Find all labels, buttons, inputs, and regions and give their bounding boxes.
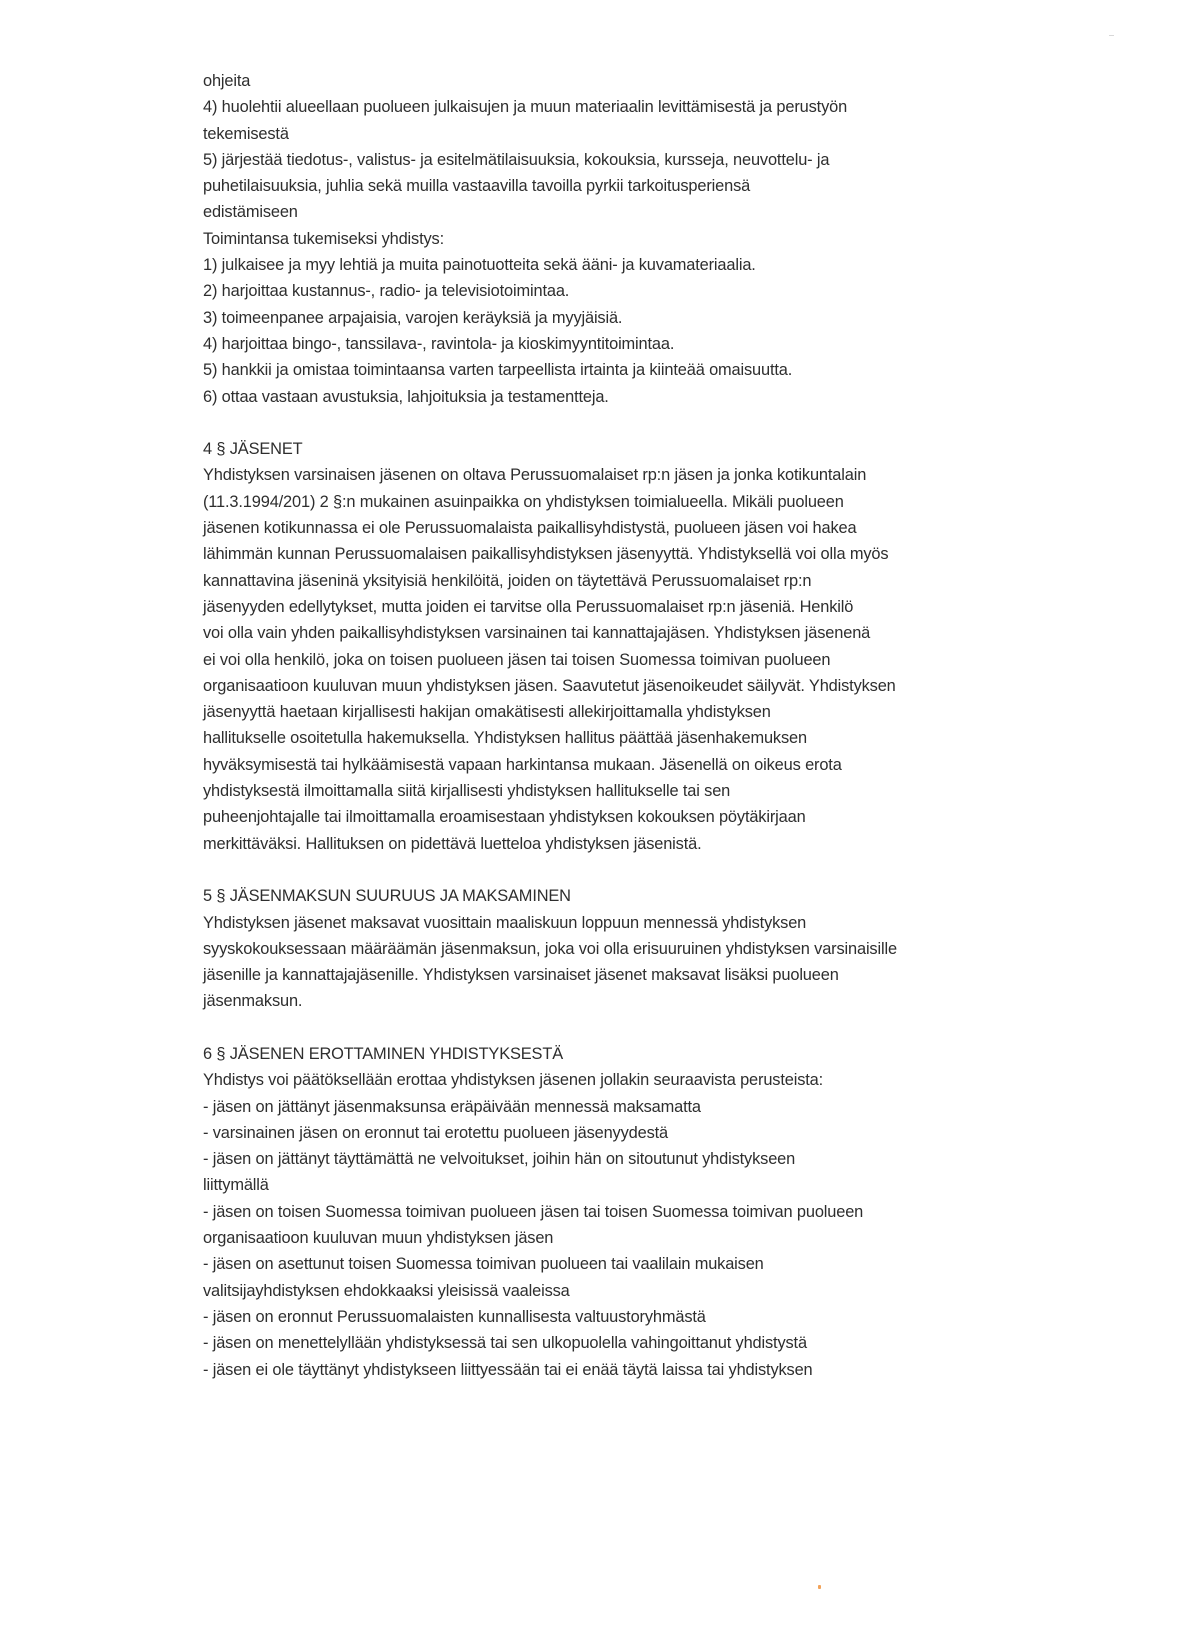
section-title: 5 § JÄSENMAKSUN SUURUUS JA MAKSAMINEN (203, 887, 571, 906)
section-title: 4 § JÄSENET (203, 440, 303, 459)
document-page (203, 68, 1003, 1383)
text-line: - jäsen on jättänyt jäsenmaksunsa eräpäivään mennessä maksamatta (203, 1097, 701, 1116)
text-line: edistämiseen (203, 203, 298, 222)
text-line: lähimmän kunnan Perussuomalaisen paikallisyhdistyksen jäsenyyttä. Yhdistyksellä voi olla myös (203, 545, 889, 564)
text-line: jäsenmaksun. (203, 992, 303, 1011)
text-line: Yhdistyksen varsinaisen jäsenen on oltava Perussuomalaiset rp:n jäsen ja jonka kotikuntalain (203, 466, 867, 485)
text-line: 3) toimeenpanee arpajaisia, varojen keräyksiä ja myyjäisiä. (203, 308, 623, 327)
text-line: yhdistyksestä ilmoittamalla siitä kirjallisesti yhdistyksen hallitukselle tai sen (203, 782, 731, 801)
section-erottaminen (203, 1041, 1003, 1383)
text-line: ei voi olla henkilö, joka on toisen puolueen jäsen tai toisen Suomessa toimivan puolueen (203, 650, 831, 669)
section-gap (203, 1015, 1003, 1041)
text-line: - jäsen ei ole täyttänyt yhdistykseen liittyessään tai ei enää täytä laissa tai yhdistyksen (203, 1360, 813, 1379)
text-line: ohjeita (203, 72, 251, 90)
text-line: - jäsen on toisen Suomessa toimivan puolueen jäsen tai toisen Suomessa toimivan puolueen (203, 1202, 864, 1221)
text-line: Yhdistyksen jäsenet maksavat vuosittain maaliskuun loppuun mennessä yhdistyksen (203, 913, 807, 932)
text-line: - jäsen on menettelyllään yhdistyksessä tai sen ulkopuolella vahingoittanut yhdistystä (203, 1334, 807, 1353)
text-line: - jäsen on eronnut Perussuomalaisten kunnallisesta valtuustoryhmästä (203, 1307, 706, 1326)
text-line: 6) ottaa vastaan avustuksia, lahjoituksia ja testamentteja. (203, 387, 609, 406)
section-jasenmaksu (203, 883, 1003, 1014)
text-line: Yhdistys voi päätöksellään erottaa yhdistyksen jäsenen jollakin seuraavista perusteista: (203, 1071, 824, 1090)
scan-artifact-dot (818, 1585, 821, 1589)
section-jasenet (203, 436, 1003, 857)
section-gap (203, 410, 1003, 436)
text-line: jäsenen kotikunnassa ei ole Perussuomalaista paikallisyhdistystä, puolueen jäsen voi hakea (203, 519, 857, 538)
intro-block (203, 68, 1003, 410)
section-gap (203, 857, 1003, 883)
text-line: organisaatioon kuuluvan muun yhdistyksen jäsen. Saavutetut jäsenoikeudet säilyvät. Yhdistyksen (203, 676, 896, 695)
text-line: jäsenyyttä haetaan kirjallisesti hakijan omakätisesti allekirjoittamalla yhdistyksen (203, 703, 771, 722)
text-line: 5) hankkii ja omistaa toimintaansa varten tarpeellista irtainta ja kiinteää omaisuutta. (203, 361, 793, 380)
text-line: liittymällä (203, 1176, 269, 1195)
text-line: 1) julkaisee ja myy lehtiä ja muita painotuotteita sekä ääni- ja kuvamateriaalia. (203, 256, 756, 275)
text-line: valitsijayhdistyksen ehdokkaaksi yleisissä vaaleissa (203, 1281, 570, 1300)
text-line: - varsinainen jäsen on eronnut tai erotettu puolueen jäsenyydestä (203, 1123, 668, 1142)
text-line: merkittäväksi. Hallituksen on pidettävä luetteloa yhdistyksen jäsenistä. (203, 834, 702, 853)
text-line: 5) järjestää tiedotus-, valistus- ja esitelmätilaisuuksia, kokouksia, kursseja, neuvottelu- ja (203, 150, 830, 169)
text-line: syyskokouksessaan määräämän jäsenmaksun, joka voi olla erisuuruinen yhdistyksen varsinaisille (203, 939, 897, 958)
scan-artifact-mark (1109, 35, 1114, 36)
text-line: 4) huolehtii alueellaan puolueen julkaisujen ja muun materiaalin levittämisestä ja perustyön (203, 98, 848, 117)
text-line: - jäsen on jättänyt täyttämättä ne velvoitukset, joihin hän on sitoutunut yhdistykseen (203, 1150, 796, 1169)
text-line: organisaatioon kuuluvan muun yhdistyksen jäsen (203, 1229, 554, 1248)
text-line: jäsenille ja kannattajajäsenille. Yhdistyksen varsinaiset jäsenet maksavat lisäksi puolueen (203, 966, 839, 985)
text-line: - jäsen on asettunut toisen Suomessa toimivan puolueen tai vaalilain mukaisen (203, 1255, 764, 1274)
text-line: jäsenyyden edellytykset, mutta joiden ei tarvitse olla Perussuomalaiset rp:n jäseniä. Henkilö (203, 597, 854, 616)
text-line: voi olla vain yhden paikallisyhdistyksen varsinainen tai kannattajajäsen. Yhdistyksen jäsenenä (203, 624, 871, 643)
text-line: Toimintansa tukemiseksi yhdistys: (203, 229, 444, 248)
section-title: 6 § JÄSENEN EROTTAMINEN YHDISTYKSESTÄ (203, 1044, 563, 1063)
text-line: hyväksymisestä tai hylkäämisestä vapaan harkintansa mukaan. Jäsenellä on oikeus erota (203, 755, 842, 774)
text-line: tekemisestä (203, 124, 289, 143)
text-line: 4) harjoittaa bingo-, tanssilava-, ravintola- ja kioskimyyntitoimintaa. (203, 334, 675, 353)
text-line: 2) harjoittaa kustannus-, radio- ja televisiotoimintaa. (203, 282, 570, 301)
text-line: hallitukselle osoitetulla hakemuksella. Yhdistyksen hallitus päättää jäsenhakemuksen (203, 729, 807, 748)
text-line: kannattavina jäseninä yksityisiä henkilöitä, joiden on täytettävä Perussuomalaiset rp:n (203, 571, 812, 590)
text-line: puhetilaisuuksia, juhlia sekä muilla vastaavilla tavoilla pyrkii tarkoitusperiensä (203, 177, 751, 196)
text-line: puheenjohtajalle tai ilmoittamalla eroamisestaan yhdistyksen kokouksen pöytäkirjaan (203, 808, 806, 827)
text-line: (11.3.1994/201) 2 §:n mukainen asuinpaikka on yhdistyksen toimialueella. Mikäli puolueen (203, 492, 844, 511)
